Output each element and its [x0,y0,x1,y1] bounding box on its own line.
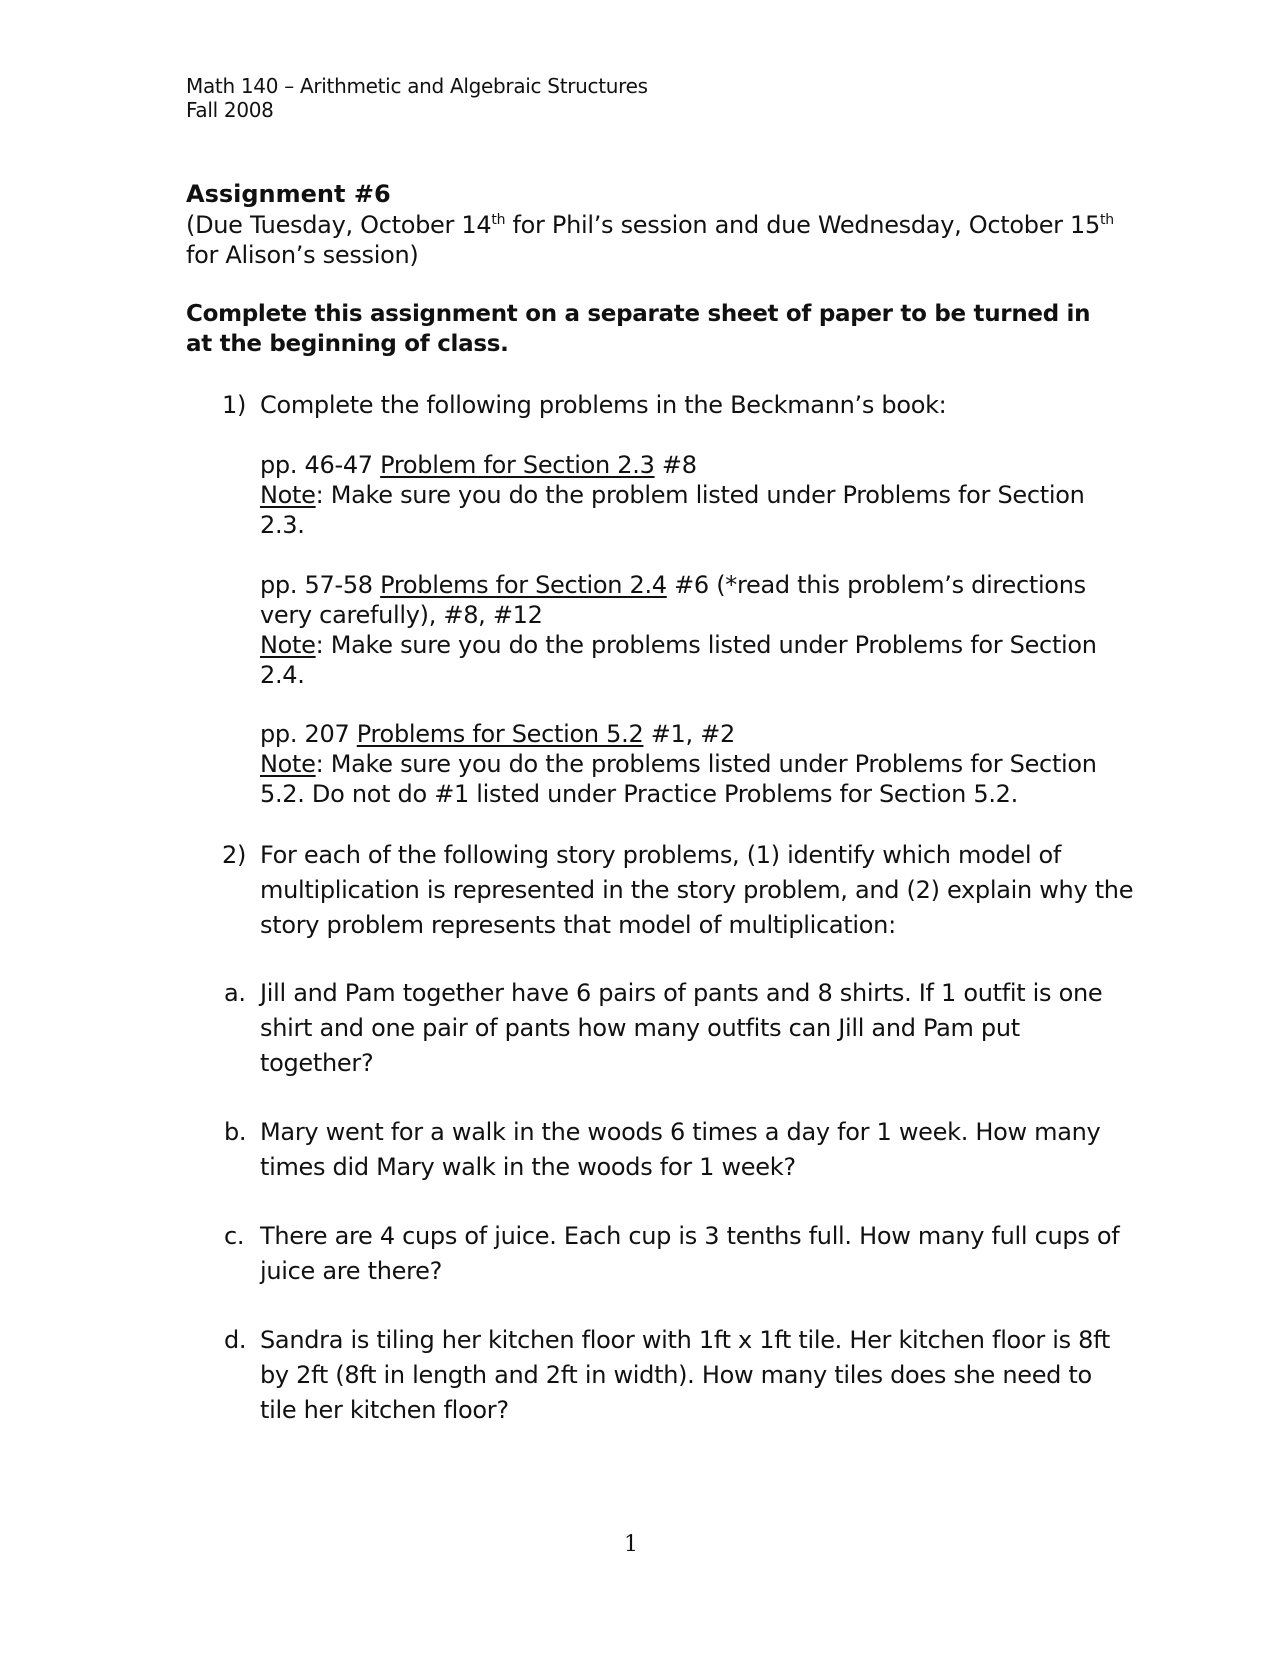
story-d-line-2: by 2ft (8ft in length and 2ft in width). How many tiles does she need to [260,1361,1092,1389]
story-a-label: a. [224,979,246,1007]
problem-1-item-2-line [260,570,1086,600]
story-a-line-2: shirt and one pair of pants how many outfits can Jill and Pam put [260,1014,1020,1042]
problem-1-item-2-note [260,630,1097,660]
story-d-line-1: Sandra is tiling her kitchen floor with 1ft x 1ft tile. Her kitchen floor is 8ft [260,1326,1110,1354]
problem-2-line-3: story problem represents that model of multiplication: [260,911,896,939]
story-c-line-1: There are 4 cups of juice. Each cup is 3 tenths full. How many full cups of [260,1222,1120,1250]
note-label: Note [260,481,316,509]
note-text: : Make sure you do the problems listed under Problems for Section [315,631,1097,659]
note-label: Note [260,631,316,659]
due-text-b: for Phil’s session and due Wednesday, October 15 [505,211,1100,239]
problem-2-line-1: For each of the following story problems, (1) identify which model of [260,841,1062,869]
item-section: Problems for Section 5.2 [356,720,644,748]
item-pages: pp. 207 [260,720,357,748]
problem-1-number: 1) [222,391,247,419]
story-b-line-1: Mary went for a walk in the woods 6 times a day for 1 week. How many [260,1118,1101,1146]
story-c-line-2: juice are there? [260,1257,443,1285]
story-b-line-2: times did Mary walk in the woods for 1 week? [260,1153,796,1181]
problem-1-item-3-note [260,749,1097,779]
due-superscript-1: th [491,212,506,228]
item-section: Problem for Section 2.3 [380,451,655,479]
problem-1-item-3-line [260,719,735,749]
page-number: 1 [624,1532,638,1557]
course-name: Math 140 – Arithmetic and Algebraic Structures [186,74,648,98]
story-a-line-1: Jill and Pam together have 6 pairs of pants and 8 shirts. If 1 outfit is one [260,979,1103,1007]
story-a-line-3: together? [260,1049,374,1077]
problem-1-item-1-note [260,480,1085,510]
problem-2-number: 2) [222,841,247,869]
problem-1-item-2-note-line-2: 2.4. [260,661,305,689]
item-pages: pp. 46-47 [260,451,381,479]
story-c-label: c. [224,1222,245,1250]
item-numbers: #1, #2 [643,720,735,748]
problem-1-item-1-line [260,450,697,480]
due-superscript-2: th [1100,212,1114,228]
due-text-a: (Due Tuesday, October 14 [186,211,492,239]
story-d-label: d. [224,1326,247,1354]
instructions-line-1: Complete this assignment on a separate sheet of paper to be turned in [186,301,1091,327]
assignment-title: Assignment #6 [186,180,391,208]
note-label: Note [260,750,316,778]
problem-2-line-2: multiplication is represented in the story problem, and (2) explain why the [260,876,1134,904]
item-section: Problems for Section 2.4 [380,571,667,599]
note-text: : Make sure you do the problems listed under Problems for Section [315,750,1097,778]
item-numbers: #6 (*read this problem’s directions [666,571,1086,599]
due-line-2: for Alison’s session) [186,241,419,269]
due-line [186,210,1114,240]
instructions-line-2: at the beginning of class. [186,331,509,357]
problem-1-item-1-note-line-2: 2.3. [260,511,305,539]
term: Fall 2008 [186,98,274,122]
problem-1-text: Complete the following problems in the Beckmann’s book: [260,391,947,419]
item-numbers: #8 [654,451,697,479]
problem-1-item-3-note-line-2: 5.2. Do not do #1 listed under Practice Problems for Section 5.2. [260,780,1018,808]
item-pages: pp. 57-58 [260,571,381,599]
note-text: : Make sure you do the problem listed under Problems for Section [315,481,1085,509]
problem-1-item-2-line-2: very carefully), #8, #12 [260,601,543,629]
story-b-label: b. [224,1118,247,1146]
story-d-line-3: tile her kitchen floor? [260,1396,509,1424]
